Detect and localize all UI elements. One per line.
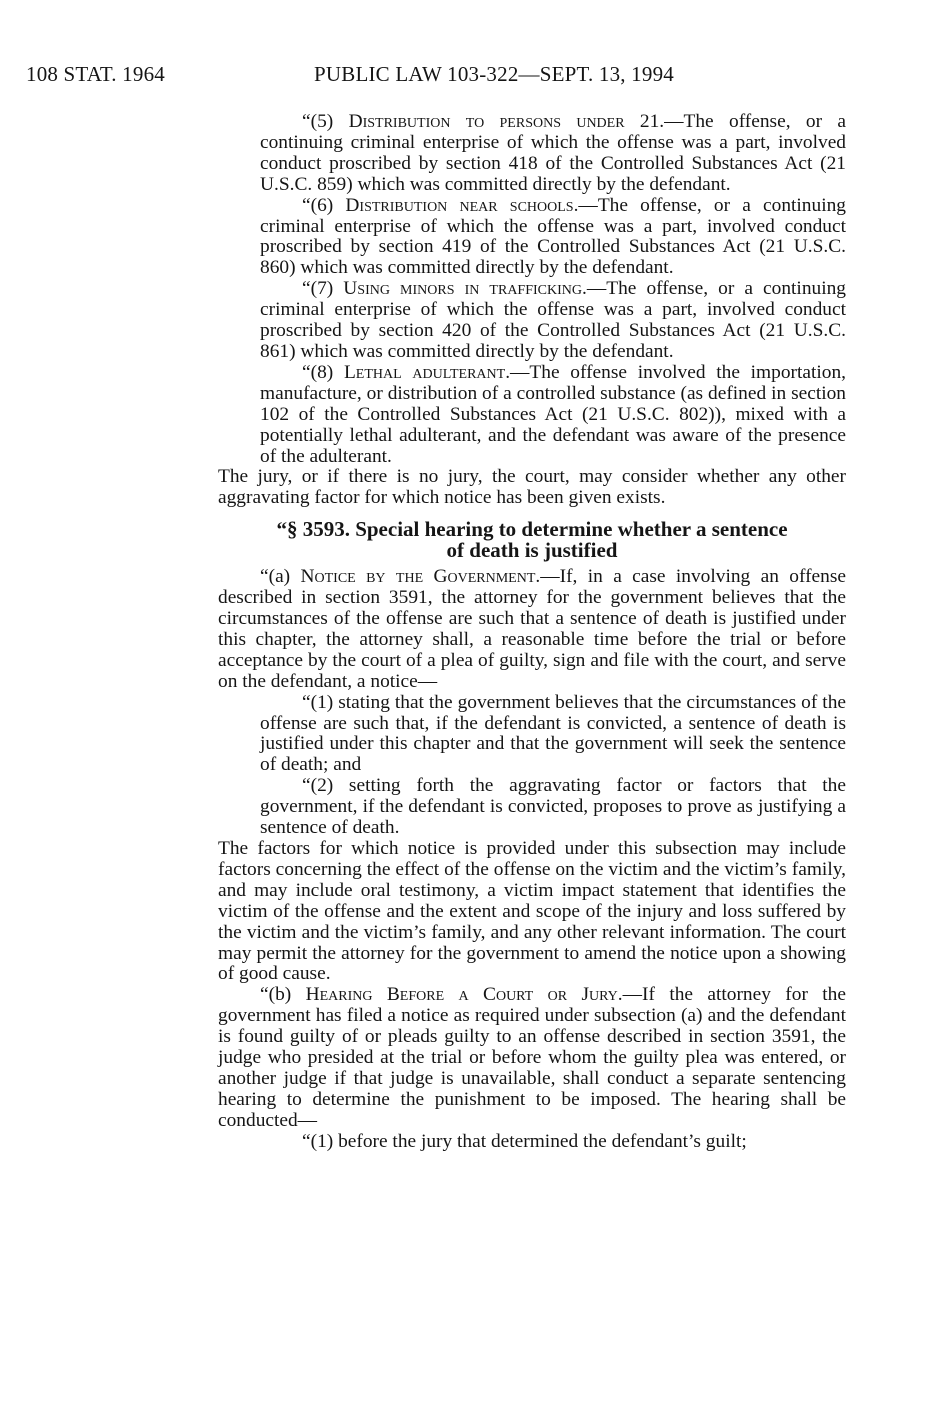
paragraph-7: [218, 279, 846, 363]
paragraph-caption: Distribution to persons under 21: [348, 111, 660, 132]
paragraph-number: “(8): [302, 361, 344, 383]
page-header: [26, 62, 908, 92]
subsection-text: .—If, in a case involving an offense described in section 3591, the attorney for the government believes that the circumstances of the offense are such that a sentence of death is justified under this chapter, the attorney shall, a reasonable time before the trial or before acceptance by the court of a plea of guilty, sign and file with the court, and serve on the defendant, a notice—: [218, 566, 846, 692]
closing-text-factors: The factors for which notice is provided under this subsection may include factors concerning the effect of the offense on the victim and the victim’s family, and may include oral testimony, a victim impact statement that identifies the victim of the offense and the extent and scope of the injury and loss suffered by the victim and the victim’s family, and any other relevant information. The court may permit the attorney for the government to amend the notice upon a showing of good cause.: [218, 838, 846, 985]
subsection-b-item-1: “(1) before the jury that determined the defendant’s guilt;: [302, 1130, 747, 1152]
paragraph-text: .—The offense, or a continuing criminal enterprise of which the offense was a part, involved conduct proscribed by section 418 of the Controlled Substances Act (21 U.S.C. 859) which was committed directly by the defendant.: [260, 111, 846, 195]
paragraph-caption: Using minors in trafficking: [343, 278, 583, 300]
statute-page-number: 108 STAT. 1964: [26, 62, 165, 86]
paragraph-5: [218, 112, 846, 196]
paragraph-caption: Lethal adulterant: [343, 361, 506, 383]
subsection-b: [218, 985, 846, 1131]
paragraph-text: .—The offense involved the importation, manufacture, or distribution of a controlled substance (as defined in section 102 of the Controlled Substances Act (21 U.S.C. 802)), mixed with a potentially lethal adulterant, and the defendant was aware of the presence of the adulterant.: [260, 361, 846, 467]
subsection-a-item-2: “(2) setting forth the aggravating factor or factors that the government, if the defendant is convicted, proposes to prove as justifying a sentence of death.: [260, 775, 846, 839]
paragraph-8: [218, 363, 846, 468]
paragraph-6: [218, 196, 846, 280]
paragraph-number: “(7): [302, 278, 344, 300]
paragraph-number: “(5): [302, 111, 349, 132]
paragraph-text: .—The offense, or a continuing criminal enterprise of which the offense was a part, involved conduct proscribed by section 419 of the Controlled Substances Act (21 U.S.C. 860) which was committed directly by the defendant.: [260, 194, 846, 279]
closing-text-aggravating: The jury, or if there is no jury, the court, may consider whether any other aggravating factor for which notice has been given exists.: [218, 466, 846, 509]
paragraph-number: “(6): [302, 194, 346, 216]
subsection-caption: Notice by the Government: [300, 566, 536, 588]
document-body: [218, 112, 846, 1153]
section-heading: [218, 519, 846, 561]
section-symbol: “§ 3593.: [276, 517, 350, 542]
paragraph-caption: Distribution near schools: [345, 194, 574, 216]
section-title-line1: Special hearing to determine whether a sentence: [349, 517, 788, 542]
subsection-number: “(a): [260, 566, 301, 588]
subsection-number: “(b): [260, 984, 306, 1006]
subsection-text: .—If the attorney for the government has filed a notice as required under subsection (a) and the defendant is found guilty of or pleads guilty to an offense described in section 3591, the judge who presided at the trial or before whom the guilty plea was entered, or another judge if that judge is unavailable, shall conduct a separate sentencing hearing to determine the punishment to be imposed. The hearing shall be conducted—: [218, 984, 846, 1131]
section-title-line2: of death is justified: [446, 538, 618, 563]
paragraph-text: .—The offense, or a continuing criminal enterprise of which the offense was a part, involved conduct proscribed by section 420 of the Controlled Substances Act (21 U.S.C. 861) which was committed directly by the defendant.: [260, 278, 846, 362]
subsection-a-item-1: “(1) stating that the government believes that the circumstances of the offense are such that, if the defendant is convicted, a sentence of death is justified under this chapter and that the government will seek the sentence of death; and: [260, 691, 846, 776]
public-law-citation: PUBLIC LAW 103-322—SEPT. 13, 1994: [314, 62, 674, 86]
subsection-caption: Hearing Before a Court or Jury: [305, 984, 618, 1006]
subsection-a: [218, 567, 846, 692]
